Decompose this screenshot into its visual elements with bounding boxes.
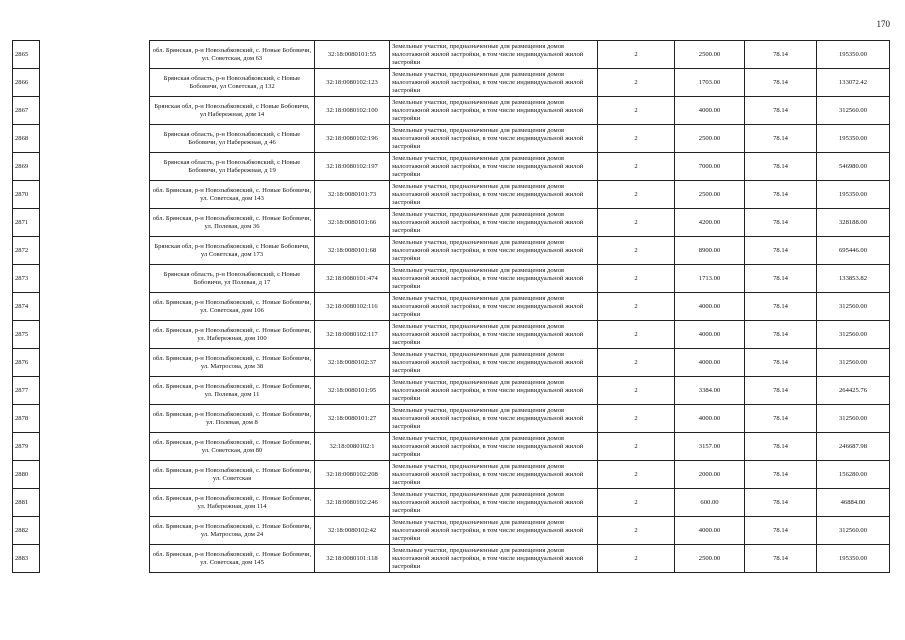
land-use-cell: Земельные участки, предназначенные для размещения домов малоэтажной жилой застройки, в том числе индивидуальной жилой застройки xyxy=(390,489,598,517)
land-use-cell: Земельные участки, предназначенные для размещения домов малоэтажной жилой застройки, в том числе индивидуальной жилой застройки xyxy=(390,69,598,97)
land-use-cell: Земельные участки, предназначенные для размещения домов малоэтажной жилой застройки, в том числе индивидуальной жилой застройки xyxy=(390,125,598,153)
address-cell: обл. Брянская, р-н Новозыбковский, с. Новые Бобовичи, ул. Советская, дом 143 xyxy=(150,181,315,209)
rate-cell: 78.14 xyxy=(745,405,817,433)
cadastral-value-cell: 133853.82 xyxy=(817,265,890,293)
cadastral-number-cell: 32:18:0080102:42 xyxy=(315,517,390,545)
category-cell: 2 xyxy=(598,545,675,573)
area-cell: 2500.00 xyxy=(675,181,745,209)
rate-cell: 78.14 xyxy=(745,349,817,377)
land-use-cell: Земельные участки, предназначенные для размещения домов малоэтажной жилой застройки, в том числе индивидуальной жилой застройки xyxy=(390,209,598,237)
address-cell: Брянская обл, р-н Новозыбковский, с Новые Бобовичи, ул Набережная, дом 14 xyxy=(150,97,315,125)
category-cell: 2 xyxy=(598,489,675,517)
row-number-cell: 2878 xyxy=(13,405,40,433)
table-row xyxy=(13,97,890,125)
row-number-cell: 2865 xyxy=(13,41,40,69)
category-cell: 2 xyxy=(598,97,675,125)
row-number-cell: 2881 xyxy=(13,489,40,517)
spacer-cell xyxy=(40,125,150,153)
address-cell: Брянская область, р-н Новозыбковский, с Новые Бобовичи, ул Набережная, д 19 xyxy=(150,153,315,181)
category-cell: 2 xyxy=(598,265,675,293)
land-use-cell: Земельные участки, предназначенные для размещения домов малоэтажной жилой застройки, в том числе индивидуальной жилой застройки xyxy=(390,153,598,181)
rate-cell: 78.14 xyxy=(745,489,817,517)
table-row xyxy=(13,461,890,489)
address-cell: обл. Брянская, р-н Новозыбковский, с. Новые Бобовичи, ул. Полевая, дом 8 xyxy=(150,405,315,433)
area-cell: 4000.00 xyxy=(675,349,745,377)
spacer-cell xyxy=(40,181,150,209)
category-cell: 2 xyxy=(598,181,675,209)
row-number-cell: 2877 xyxy=(13,377,40,405)
cadastral-value-cell: 312560.00 xyxy=(817,517,890,545)
area-cell: 2500.00 xyxy=(675,125,745,153)
address-cell: обл. Брянская, р-н Новозыбковский, с. Новые Бобовичи, ул. Советская, дом 80 xyxy=(150,433,315,461)
cadastral-number-cell: 32:18:0080101:73 xyxy=(315,181,390,209)
cadastral-value-cell: 312560.00 xyxy=(817,405,890,433)
rate-cell: 78.14 xyxy=(745,433,817,461)
cadastral-number-cell: 32:18:0080101:118 xyxy=(315,545,390,573)
category-cell: 2 xyxy=(598,405,675,433)
area-cell: 1703.00 xyxy=(675,69,745,97)
cadastral-value-cell: 546980.00 xyxy=(817,153,890,181)
category-cell: 2 xyxy=(598,321,675,349)
address-cell: обл. Брянская, р-н Новозыбковский, с. Новые Бобовичи, ул. Советская, дом 145 xyxy=(150,545,315,573)
cadastral-value-cell: 195350.00 xyxy=(817,181,890,209)
spacer-cell xyxy=(40,349,150,377)
area-cell: 4000.00 xyxy=(675,293,745,321)
row-number-cell: 2871 xyxy=(13,209,40,237)
cadastral-number-cell: 32:18:0080102:208 xyxy=(315,461,390,489)
address-cell: Брянская область, р-н Новозыбковский, с Новые Бобовичи, ул Полевая, д 17 xyxy=(150,265,315,293)
area-cell: 4200.00 xyxy=(675,209,745,237)
area-cell: 4000.00 xyxy=(675,405,745,433)
spacer-cell xyxy=(40,237,150,265)
category-cell: 2 xyxy=(598,69,675,97)
cadastral-value-cell: 195350.00 xyxy=(817,545,890,573)
spacer-cell xyxy=(40,209,150,237)
category-cell: 2 xyxy=(598,517,675,545)
rate-cell: 78.14 xyxy=(745,293,817,321)
table-row xyxy=(13,517,890,545)
spacer-cell xyxy=(40,405,150,433)
area-cell: 4000.00 xyxy=(675,517,745,545)
rate-cell: 78.14 xyxy=(745,517,817,545)
table-row xyxy=(13,293,890,321)
row-number-cell: 2869 xyxy=(13,153,40,181)
rate-cell: 78.14 xyxy=(745,69,817,97)
row-number-cell: 2873 xyxy=(13,265,40,293)
spacer-cell xyxy=(40,377,150,405)
area-cell: 600.00 xyxy=(675,489,745,517)
area-cell: 1713.00 xyxy=(675,265,745,293)
cadastral-value-cell: 312560.00 xyxy=(817,293,890,321)
spacer-cell xyxy=(40,265,150,293)
rate-cell: 78.14 xyxy=(745,545,817,573)
category-cell: 2 xyxy=(598,153,675,181)
cadastral-number-cell: 32:18:0080101:474 xyxy=(315,265,390,293)
cadastral-value-cell: 312560.00 xyxy=(817,349,890,377)
row-number-cell: 2866 xyxy=(13,69,40,97)
spacer-cell xyxy=(40,517,150,545)
area-cell: 4000.00 xyxy=(675,321,745,349)
cadastral-value-cell: 695446.00 xyxy=(817,237,890,265)
cadastral-number-cell: 32:18:0080102:196 xyxy=(315,125,390,153)
table-row xyxy=(13,237,890,265)
area-cell: 2500.00 xyxy=(675,41,745,69)
spacer-cell xyxy=(40,433,150,461)
cadastral-value-cell: 312560.00 xyxy=(817,321,890,349)
land-use-cell: Земельные участки, предназначенные для размещения домов малоэтажной жилой застройки, в том числе индивидуальной жилой застройки xyxy=(390,293,598,321)
cadastral-number-cell: 32:18:0080101:66 xyxy=(315,209,390,237)
address-cell: обл. Брянская, р-н Новозыбковский, с. Новые Бобовичи, ул. Матросова, дом 38 xyxy=(150,349,315,377)
rate-cell: 78.14 xyxy=(745,321,817,349)
table-row xyxy=(13,349,890,377)
address-cell: обл. Брянская, р-н Новозыбковский, с. Новые Бобовичи, ул. Набережная, дом 100 xyxy=(150,321,315,349)
cadastral-number-cell: 32:18:0080101:68 xyxy=(315,237,390,265)
land-use-cell: Земельные участки, предназначенные для размещения домов малоэтажной жилой застройки, в том числе индивидуальной жилой застройки xyxy=(390,349,598,377)
table-row xyxy=(13,41,890,69)
cadastral-value-cell: 133072.42 xyxy=(817,69,890,97)
category-cell: 2 xyxy=(598,461,675,489)
cadastral-number-cell: 32:18:0080101:95 xyxy=(315,377,390,405)
spacer-cell xyxy=(40,69,150,97)
row-number-cell: 2872 xyxy=(13,237,40,265)
table-row xyxy=(13,545,890,573)
cadastral-number-cell: 32:18:0080102:123 xyxy=(315,69,390,97)
spacer-cell xyxy=(40,321,150,349)
row-number-cell: 2876 xyxy=(13,349,40,377)
cadastral-value-cell: 246687.98 xyxy=(817,433,890,461)
area-cell: 7000.00 xyxy=(675,153,745,181)
cadastral-value-cell: 46884.00 xyxy=(817,489,890,517)
address-cell: Брянская область, р-н Новозыбковский, с Новые Бобовичи, ул Советская, д 132 xyxy=(150,69,315,97)
cadastral-number-cell: 32:18:0080102:197 xyxy=(315,153,390,181)
cadastral-value-table xyxy=(12,40,890,573)
land-use-cell: Земельные участки, предназначенные для размещения домов малоэтажной жилой застройки, в том числе индивидуальной жилой застройки xyxy=(390,181,598,209)
spacer-cell xyxy=(40,545,150,573)
area-cell: 3384.00 xyxy=(675,377,745,405)
address-cell: обл. Брянская, р-н Новозыбковский, с. Новые Бобовичи, ул. Советская xyxy=(150,461,315,489)
table-row xyxy=(13,209,890,237)
land-use-cell: Земельные участки, предназначенные для размещения домов малоэтажной жилой застройки, в том числе индивидуальной жилой застройки xyxy=(390,433,598,461)
rate-cell: 78.14 xyxy=(745,265,817,293)
land-use-cell: Земельные участки, предназначенные для размещения домов малоэтажной жилой застройки, в том числе индивидуальной жилой застройки xyxy=(390,545,598,573)
category-cell: 2 xyxy=(598,209,675,237)
cadastral-value-cell: 195350.00 xyxy=(817,125,890,153)
rate-cell: 78.14 xyxy=(745,237,817,265)
table-row xyxy=(13,405,890,433)
rate-cell: 78.14 xyxy=(745,125,817,153)
rate-cell: 78.14 xyxy=(745,377,817,405)
address-cell: обл. Брянская, р-н Новозыбковский, с. Новые Бобовичи, ул. Советская, дом 106 xyxy=(150,293,315,321)
row-number-cell: 2875 xyxy=(13,321,40,349)
land-use-cell: Земельные участки, предназначенные для размещения домов малоэтажной жилой застройки, в том числе индивидуальной жилой застройки xyxy=(390,97,598,125)
category-cell: 2 xyxy=(598,125,675,153)
cadastral-number-cell: 32:18:0080102:37 xyxy=(315,349,390,377)
cadastral-number-cell: 32:18:0080102:117 xyxy=(315,321,390,349)
rate-cell: 78.14 xyxy=(745,181,817,209)
page-number: 170 xyxy=(876,19,890,29)
address-cell: обл. Брянская, р-н Новозыбковский, с. Новые Бобовичи, ул. Матросова, дом 24 xyxy=(150,517,315,545)
row-number-cell: 2874 xyxy=(13,293,40,321)
table-row xyxy=(13,153,890,181)
area-cell: 2500.00 xyxy=(675,545,745,573)
cadastral-value-cell: 264425.76 xyxy=(817,377,890,405)
address-cell: Брянская обл, р-н Новозыбковский, с Новые Бобовичи, ул Советская, дом 173 xyxy=(150,237,315,265)
table-row xyxy=(13,125,890,153)
address-cell: обл. Брянская, р-н Новозыбковский, с. Новые Бобовичи, ул. Набережная, дом 114 xyxy=(150,489,315,517)
row-number-cell: 2868 xyxy=(13,125,40,153)
table-row xyxy=(13,433,890,461)
rate-cell: 78.14 xyxy=(745,209,817,237)
land-use-cell: Земельные участки, предназначенные для размещения домов малоэтажной жилой застройки, в том числе индивидуальной жилой застройки xyxy=(390,377,598,405)
cadastral-number-cell: 32:18:0080102:246 xyxy=(315,489,390,517)
row-number-cell: 2870 xyxy=(13,181,40,209)
address-cell: обл. Брянская, р-н Новозыбковский, с. Новые Бобовичи, ул. Советская, дом 63 xyxy=(150,41,315,69)
rate-cell: 78.14 xyxy=(745,41,817,69)
table-row xyxy=(13,265,890,293)
spacer-cell xyxy=(40,97,150,125)
area-cell: 2000.00 xyxy=(675,461,745,489)
land-use-cell: Земельные участки, предназначенные для размещения домов малоэтажной жилой застройки, в том числе индивидуальной жилой застройки xyxy=(390,265,598,293)
cadastral-number-cell: 32:18:0080101:27 xyxy=(315,405,390,433)
land-use-cell: Земельные участки, предназначенные для размещения домов малоэтажной жилой застройки, в том числе индивидуальной жилой застройки xyxy=(390,321,598,349)
category-cell: 2 xyxy=(598,41,675,69)
table-body xyxy=(13,41,890,573)
cadastral-value-cell: 156280.00 xyxy=(817,461,890,489)
address-cell: обл. Брянская, р-н Новозыбковский, с. Новые Бобовичи, ул. Полевая, дом 36 xyxy=(150,209,315,237)
table-row xyxy=(13,69,890,97)
rate-cell: 78.14 xyxy=(745,97,817,125)
spacer-cell xyxy=(40,461,150,489)
land-use-cell: Земельные участки, предназначенные для размещения домов малоэтажной жилой застройки, в том числе индивидуальной жилой застройки xyxy=(390,461,598,489)
spacer-cell xyxy=(40,153,150,181)
land-use-cell: Земельные участки, предназначенные для размещения домов малоэтажной жилой застройки, в том числе индивидуальной жилой застройки xyxy=(390,405,598,433)
land-use-cell: Земельные участки, предназначенные для размещения домов малоэтажной жилой застройки, в том числе индивидуальной жилой застройки xyxy=(390,517,598,545)
spacer-cell xyxy=(40,293,150,321)
address-cell: обл. Брянская, р-н Новозыбковский, с. Новые Бобовичи, ул. Полевая, дом 11 xyxy=(150,377,315,405)
cadastral-number-cell: 32:18:0080101:55 xyxy=(315,41,390,69)
row-number-cell: 2882 xyxy=(13,517,40,545)
rate-cell: 78.14 xyxy=(745,153,817,181)
category-cell: 2 xyxy=(598,237,675,265)
cadastral-number-cell: 32:18:0080102:100 xyxy=(315,97,390,125)
table-row xyxy=(13,489,890,517)
table-row xyxy=(13,181,890,209)
row-number-cell: 2883 xyxy=(13,545,40,573)
area-cell: 8900.00 xyxy=(675,237,745,265)
cadastral-number-cell: 32:18:0080102:1 xyxy=(315,433,390,461)
cadastral-value-cell: 195350.00 xyxy=(817,41,890,69)
cadastral-value-cell: 312560.00 xyxy=(817,97,890,125)
land-use-cell: Земельные участки, предназначенные для размещения домов малоэтажной жилой застройки, в том числе индивидуальной жилой застройки xyxy=(390,237,598,265)
cadastral-number-cell: 32:18:0080102:116 xyxy=(315,293,390,321)
area-cell: 3157.00 xyxy=(675,433,745,461)
category-cell: 2 xyxy=(598,377,675,405)
table-row xyxy=(13,377,890,405)
rate-cell: 78.14 xyxy=(745,461,817,489)
land-use-cell: Земельные участки, предназначенные для размещения домов малоэтажной жилой застройки, в том числе индивидуальной жилой застройки xyxy=(390,41,598,69)
spacer-cell xyxy=(40,41,150,69)
row-number-cell: 2867 xyxy=(13,97,40,125)
cadastral-value-cell: 328188.00 xyxy=(817,209,890,237)
spacer-cell xyxy=(40,489,150,517)
row-number-cell: 2879 xyxy=(13,433,40,461)
category-cell: 2 xyxy=(598,349,675,377)
row-number-cell: 2880 xyxy=(13,461,40,489)
address-cell: Брянская область, р-н Новозыбковский, с Новые Бобовичи, ул Набережная, д 46 xyxy=(150,125,315,153)
category-cell: 2 xyxy=(598,433,675,461)
category-cell: 2 xyxy=(598,293,675,321)
area-cell: 4000.00 xyxy=(675,97,745,125)
table-row xyxy=(13,321,890,349)
